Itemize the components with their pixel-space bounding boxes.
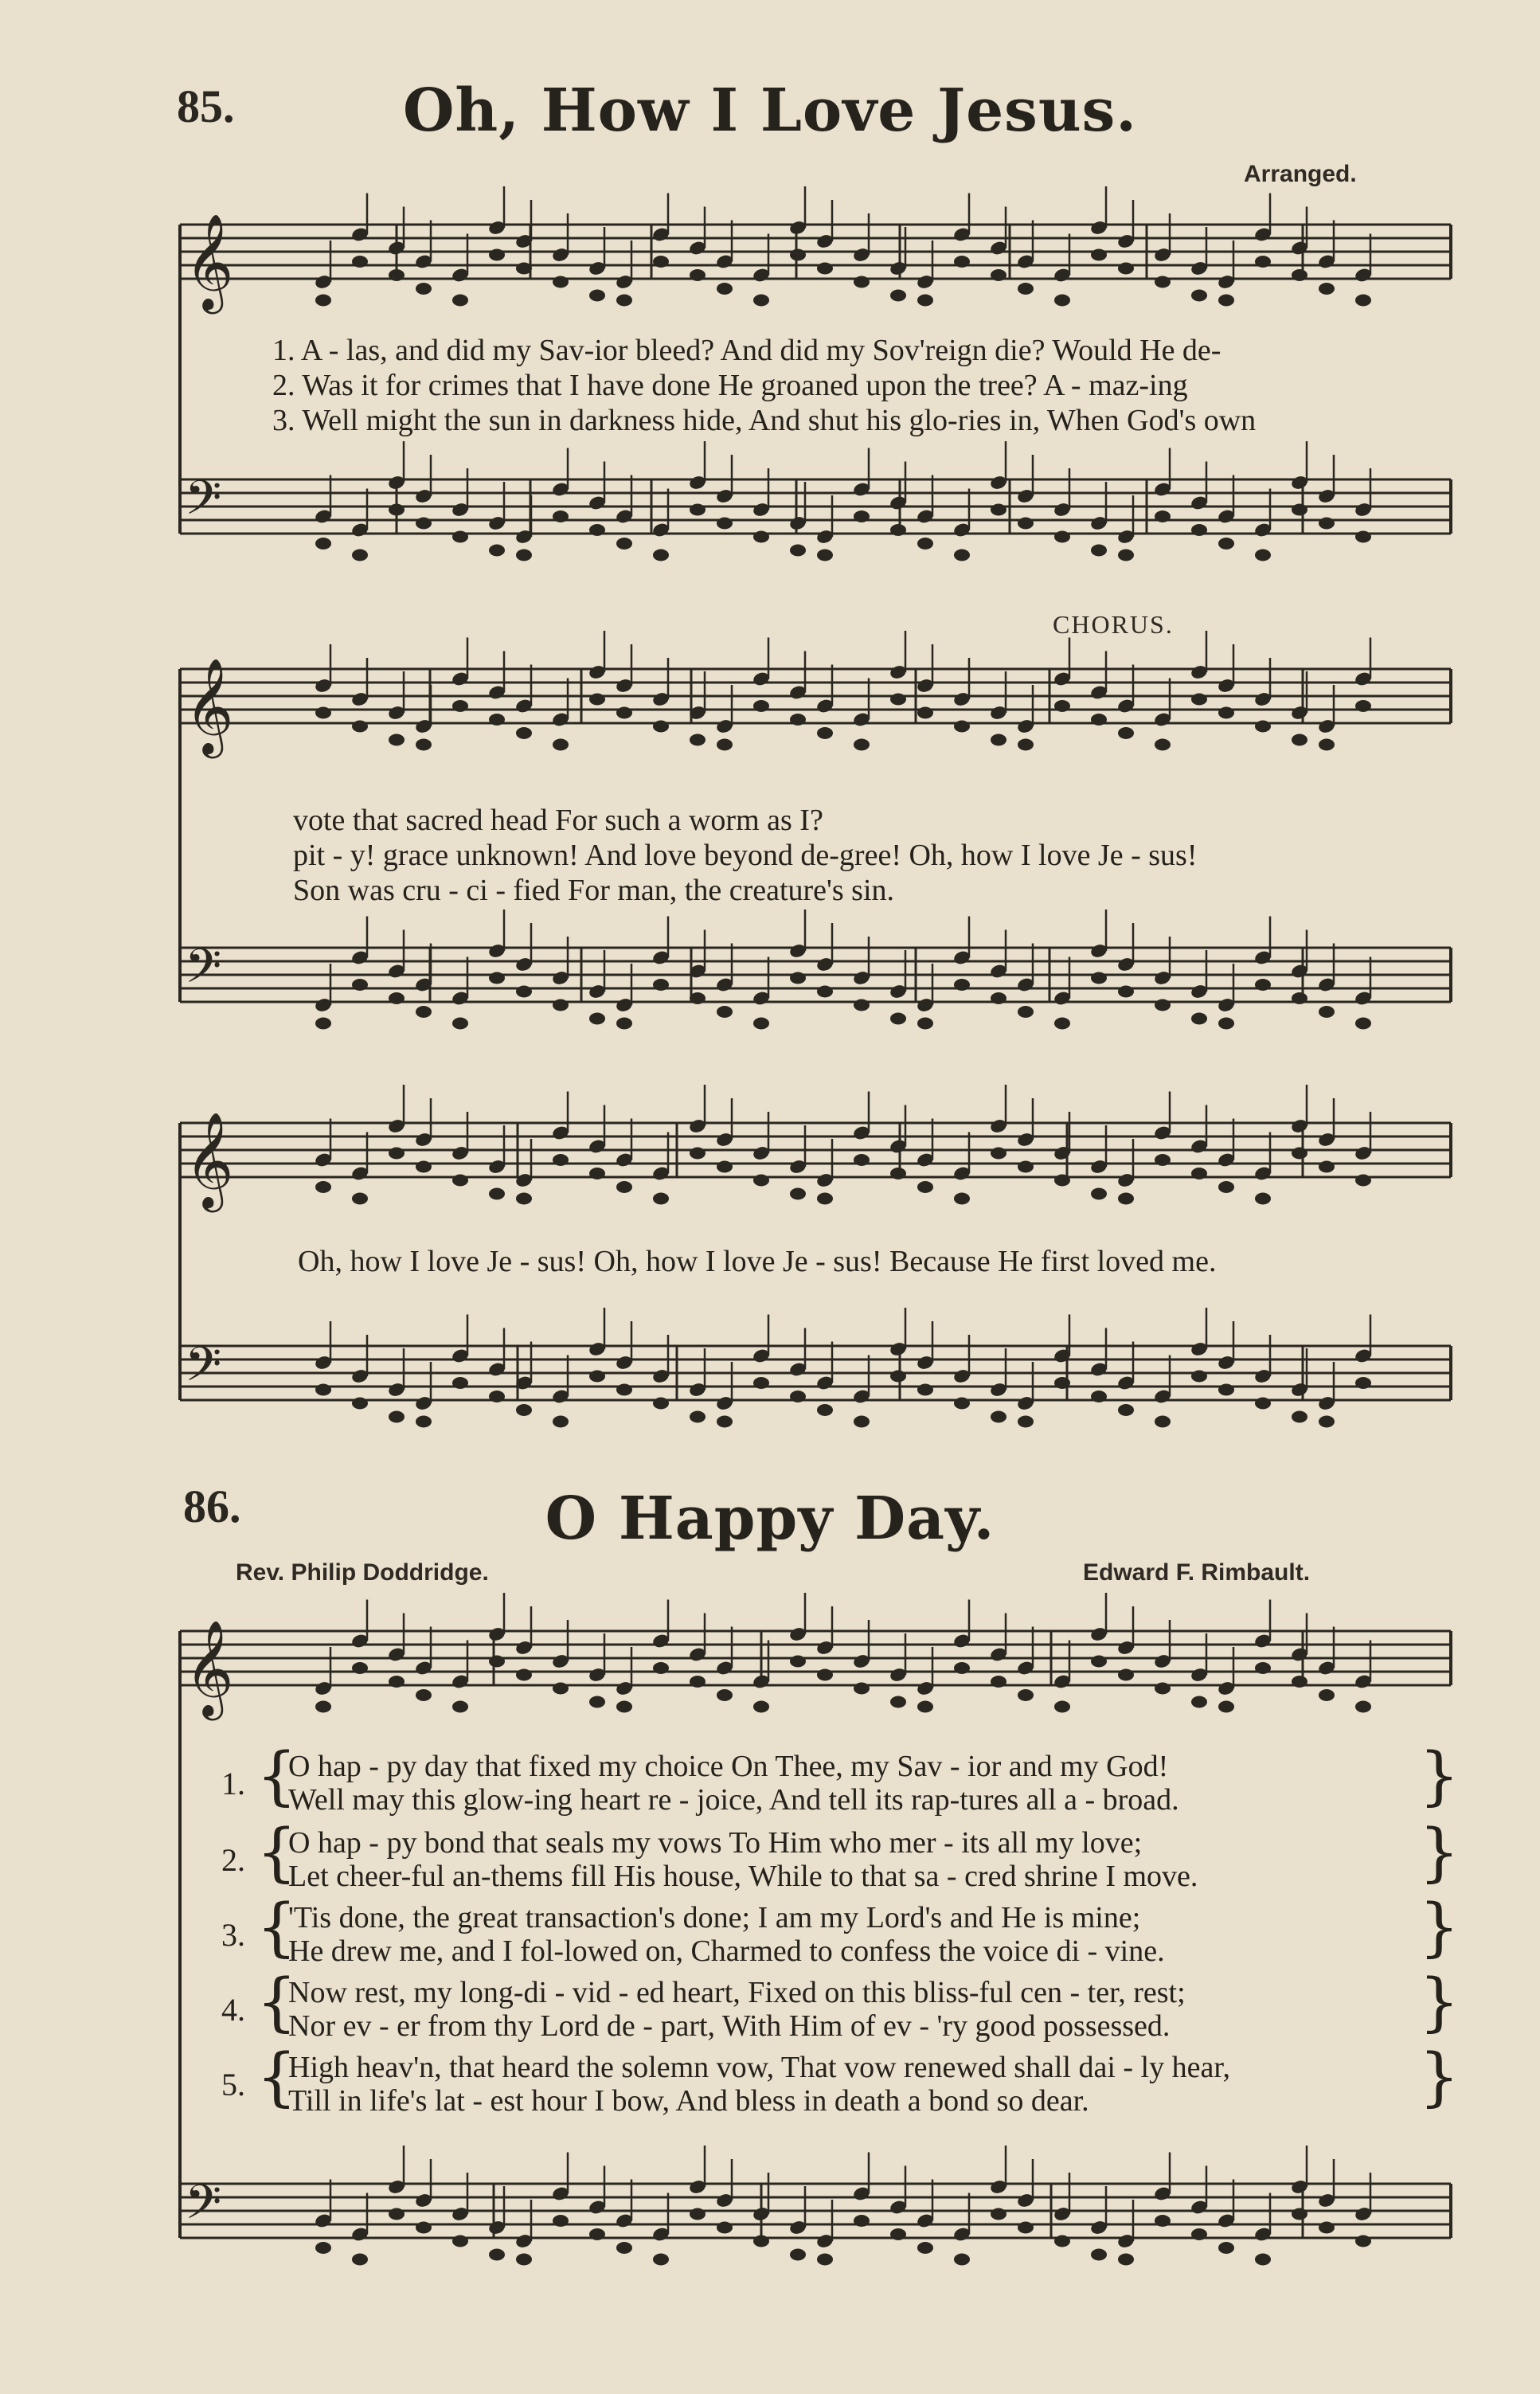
verse-line: pit - y! grace unknown! And love beyond de-gree! Oh, how I love Je - sus!	[293, 839, 1198, 872]
stanza-line: He drew me, and I fol-lowed on, Charmed to confess the voice di - vine.	[288, 1934, 1165, 1968]
verse-line: 1. A - las, and did my Sav-ior bleed? And did my Sov'reign die? Would He de-	[272, 334, 1221, 367]
chorus-line: Oh, how I love Je - sus! Oh, how I love Je - sus! Because He first loved me.	[298, 1245, 1217, 1278]
stanza-number: 3.	[221, 1917, 245, 1953]
stanza-line: O hap - py bond that seals my vows To Him who mer - its all my love;	[288, 1826, 1143, 1860]
hymn-title: O Happy Day.	[545, 1485, 995, 1553]
hymn-number: 85.	[177, 80, 235, 132]
hymn-number: 86.	[183, 1481, 241, 1532]
svg-text:𝄢: 𝄢	[185, 938, 222, 1005]
stanza-number: 5.	[221, 2067, 245, 2103]
arranger-credit: Arranged.	[1244, 161, 1357, 187]
svg-text:𝄢: 𝄢	[185, 470, 222, 537]
svg-text:𝄞: 𝄞	[185, 1111, 234, 1208]
stanza-number: 4.	[221, 1992, 245, 2028]
brace-right: }	[1419, 2040, 1460, 2114]
hymn-title: Oh, How I Love Jesus.	[402, 76, 1138, 145]
stanza-line: Till in life's lat - est hour I bow, And bless in death a bond so dear.	[288, 2084, 1089, 2118]
verse-line: 2. Was it for crimes that I have done He groaned upon the tree? A - maz-ing	[272, 369, 1188, 402]
stanza-line: Let cheer-ful an-thems fill His house, While to that sa - cred shrine I move.	[288, 1860, 1198, 1893]
svg-text:𝄢: 𝄢	[185, 2174, 222, 2241]
stanza-line: O hap - py day that fixed my choice On Thee, my Sav - ior and my God!	[288, 1750, 1169, 1783]
stanza-line: 'Tis done, the great transaction's done; I am my Lord's and He is mine;	[288, 1901, 1141, 1934]
brace-right: }	[1419, 1965, 1460, 2039]
stanza-number: 1.	[221, 1766, 245, 1801]
svg-text:𝄞: 𝄞	[185, 213, 234, 310]
stanza-line: Now rest, my long-di - vid - ed heart, Fixed on this bliss-ful cen - ter, rest;	[288, 1976, 1186, 2009]
chorus-label: CHORUS.	[1053, 610, 1174, 639]
brace-left: {	[256, 2040, 297, 2114]
brace-right: }	[1419, 1815, 1460, 1889]
svg-text:𝄢: 𝄢	[185, 1336, 222, 1403]
brace-left: {	[256, 1890, 297, 1964]
svg-text:𝄞: 𝄞	[185, 1619, 234, 1716]
stanza-line: Well may this glow-ing heart re - joice, And tell its rap-tures all a - broad.	[288, 1783, 1179, 1817]
author-credit: Rev. Philip Doddridge.	[236, 1559, 489, 1586]
verse-line: vote that sacred head For such a worm as I?	[293, 804, 823, 837]
brace-right: }	[1419, 1890, 1460, 1964]
stanza-line: High heav'n, that heard the solemn vow, That vow renewed shall dai - ly hear,	[288, 2051, 1230, 2084]
composer-credit: Edward F. Rimbault.	[1083, 1559, 1311, 1586]
stanza-number: 2.	[221, 1842, 245, 1878]
stanza-line: Nor ev - er from thy Lord de - part, With Him of ev - 'ry good possessed.	[288, 2009, 1171, 2043]
brace-right: }	[1419, 1739, 1460, 1813]
svg-text:𝄞: 𝄞	[185, 657, 234, 754]
verse-line: Son was cru - ci - fied For man, the creature's sin.	[293, 874, 895, 907]
brace-left: {	[256, 1965, 297, 2039]
brace-left: {	[256, 1815, 297, 1889]
verse-line: 3. Well might the sun in darkness hide, And shut his glo-ries in, When God's own	[272, 404, 1257, 437]
brace-left: {	[256, 1739, 297, 1813]
